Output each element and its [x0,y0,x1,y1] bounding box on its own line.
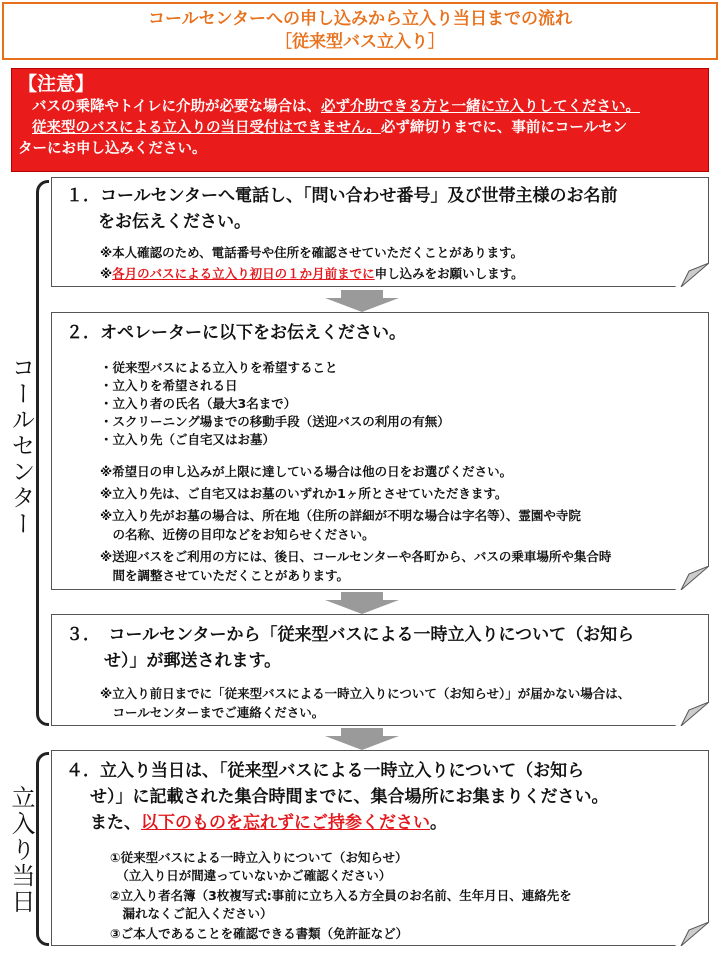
down-arrow-icon [325,290,399,312]
step-3-note-2: コールセンターまでご連絡ください。 [100,705,325,720]
step-3-heading-2: せ）」が郵送されます。 [104,651,282,671]
callcenter-label: コールセンター [7,355,35,537]
step-3-note-1: ※立入り前日までに「従来型バスによる一時立入りについて（お知らせ）」が届かない場合は、 [100,686,631,701]
step-1-note-1: ※本人確認のため、電話番号や住所を確認させていただくことがあります。 [100,245,524,260]
page-title: コールセンターへの申し込みから立入り当日までの流れ [148,9,572,29]
step-2-item-2: ・立入りを希望される日 [100,378,238,393]
step-1-note-2-prefix: ※ [100,266,113,281]
step-4-heading-3-suffix: 。 [430,813,447,833]
step-4-heading-3 [90,811,447,835]
step-4-item-2b: 漏れなくご記入ください） [110,906,273,921]
warning-text-1b: 必ず介助できる方と一緒に立入りしてください。 [320,99,640,115]
step-2-note-2: ※立入り先は、ご自宅又はお墓のいずれか1ヶ所とさせていただきます。 [100,486,508,501]
page-curl-icon [675,702,709,726]
step-2-note-4: ※送迎バスをご利用の方には、後日、コールセンターや各町から、バスの乗車場所や集合時 [100,549,612,564]
day-label: 立入り当日 [7,785,35,915]
page-title-box [2,2,718,60]
step-1-heading-2: をお伝えください。 [98,212,251,232]
step-2-item-4: ・スクリーニング場までの移動手段（送迎バスの利用の有無） [100,414,450,429]
step-3-heading-1: ３． コールセンターから「従来型バスによる一時立入りについて（お知ら [66,625,635,645]
warning-heading: 【注意】 [18,73,95,95]
page-curl-icon [675,566,709,590]
step-1-box [51,177,709,287]
page-subtitle: ［従来型バス立入り］ [275,32,445,52]
step-4-heading-2: せ）」に記載された集合時間までに、集合場所にお集まりください。 [90,787,609,807]
step-2-note-3b: の名称、近傍の目印などをお知らせください。 [100,527,375,542]
step-2-note-1: ※希望日の申し込みが上限に達している場合は他の日をお選びください。 [100,464,513,479]
step-4-item-2: ②立入り者名簿（3枚複写式:事前に立ち入る方全員のお名前、生年月日、連絡先を [110,888,572,903]
step-4-heading-3-prefix: また、 [90,813,141,833]
step-4-box [51,750,709,946]
warning-line-1 [18,97,702,118]
step-1-heading-1: １．コールセンターへ電話し、「問い合わせ番号」及び世帯主様のお名前 [66,186,618,206]
step-2-note-3: ※立入り先がお墓の場合は、所在地（住所の詳細が不明な場合は字名等）、霊園や寺院 [100,508,581,523]
warning-line-3: ターにお申し込みください。 [18,141,207,157]
step-1-note-2-highlight: 各月のバスによる立入り初日の１か月前までに [112,266,375,281]
warning-text-1a: バスの乗降やトイレに介助が必要な場合は、 [32,99,321,115]
step-4-item-1: ①従来型バスによる一時立入りについて（お知らせ） [110,850,408,865]
warning-text-2a: 従来型のバスによる立入りの当日受付はできません。 [32,120,381,136]
step-2-item-5: ・立入り先（ご自宅又はお墓） [100,432,276,447]
step-1-note-2 [100,265,524,283]
warning-box [11,68,709,172]
warning-line-2 [18,118,702,139]
down-arrow-icon [325,728,399,750]
step-2-note-4b: 間を調整させていただくことがあります。 [100,568,350,583]
step-2-box [51,312,709,590]
down-arrow-icon [325,592,399,614]
page-curl-icon [675,263,709,287]
step-3-box [51,614,709,726]
step-2-heading: ２．オペレーターに以下をお伝えください。 [66,323,406,343]
warning-text-2b: 必ず締切りまでに、事前にコールセン [380,120,628,136]
step-4-heading-1: ４．立入り当日は、「従来型バスによる一時立入りについて（お知ら [66,761,585,781]
page-curl-icon [675,922,709,946]
step-4-item-1b: （立入り日が間違っていないかご確認ください） [110,868,392,883]
step-2-item-3: ・立入り者の氏名（最大3名まで） [100,396,297,411]
step-2-item-1: ・従来型バスによる立入りを希望すること [100,360,338,375]
step-4-heading-3-highlight: 以下のものを忘れずにご持参ください [141,813,430,833]
step-1-note-2-suffix: 申し込みをお願いします。 [374,266,524,281]
step-4-item-3: ③ご本人であることを確認できる書類（免許証など） [110,926,409,941]
